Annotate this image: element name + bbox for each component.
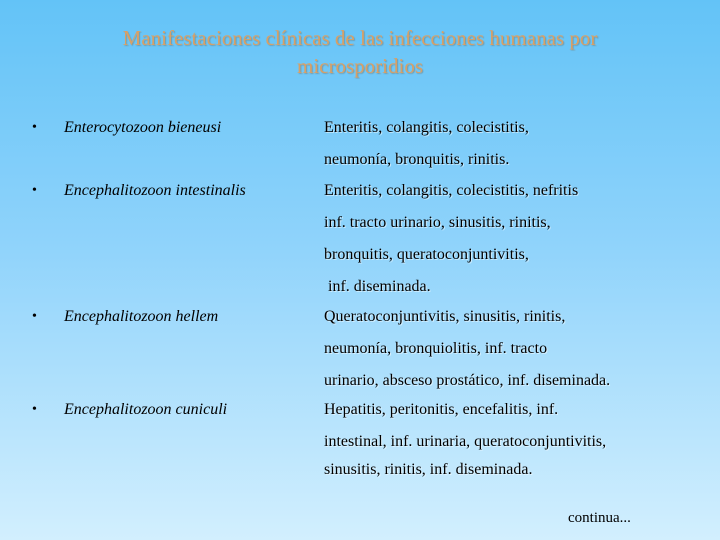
bullet-3: • bbox=[32, 309, 37, 324]
title-line-1: Manifestaciones clínicas de las infecciones humanas por bbox=[122, 26, 598, 50]
manifestation-line: inf. tracto urinario, sinusitis, rinitis, bbox=[324, 214, 551, 231]
title-line-2: microsporidios bbox=[297, 54, 423, 78]
manifestation-line: intestinal, inf. urinaria, queratoconjuntivitis, bbox=[324, 433, 607, 450]
organism-encephalitozoon-cuniculi: Encephalitozoon cuniculi bbox=[64, 401, 228, 418]
manifestation-line: Enteritis, colangitis, colecistitis, bbox=[324, 119, 529, 136]
manifestation-line: Queratoconjuntivitis, sinusitis, rinitis, bbox=[324, 308, 566, 325]
manifestation-line: neumonía, bronquiolitis, inf. tracto bbox=[324, 340, 548, 357]
bullet-2: • bbox=[32, 183, 37, 198]
continue-note: continua... bbox=[568, 510, 631, 526]
manifestation-line: Hepatitis, peritonitis, encefalitis, inf. bbox=[324, 401, 559, 418]
manifestation-line: neumonía, bronquitis, rinitis. bbox=[324, 151, 510, 168]
manifestation-line: urinario, absceso prostático, inf. diseminada. bbox=[324, 372, 611, 389]
organism-enterocytozoon-bieneusi: Enterocytozoon bieneusi bbox=[64, 119, 222, 136]
manifestation-line: sinusitis, rinitis, inf. diseminada. bbox=[324, 461, 533, 478]
manifestation-line: bronquitis, queratoconjuntivitis, bbox=[324, 246, 529, 263]
bullet-1: • bbox=[32, 120, 37, 135]
manifestation-line: Enteritis, colangitis, colecistitis, nefritis bbox=[324, 182, 579, 199]
organism-encephalitozoon-hellem: Encephalitozoon hellem bbox=[64, 308, 219, 325]
manifestation-line: inf. diseminada. bbox=[328, 278, 431, 295]
bullet-4: • bbox=[32, 402, 37, 417]
organism-encephalitozoon-intestinalis: Encephalitozoon intestinalis bbox=[64, 182, 246, 199]
slide-title bbox=[60, 24, 660, 80]
